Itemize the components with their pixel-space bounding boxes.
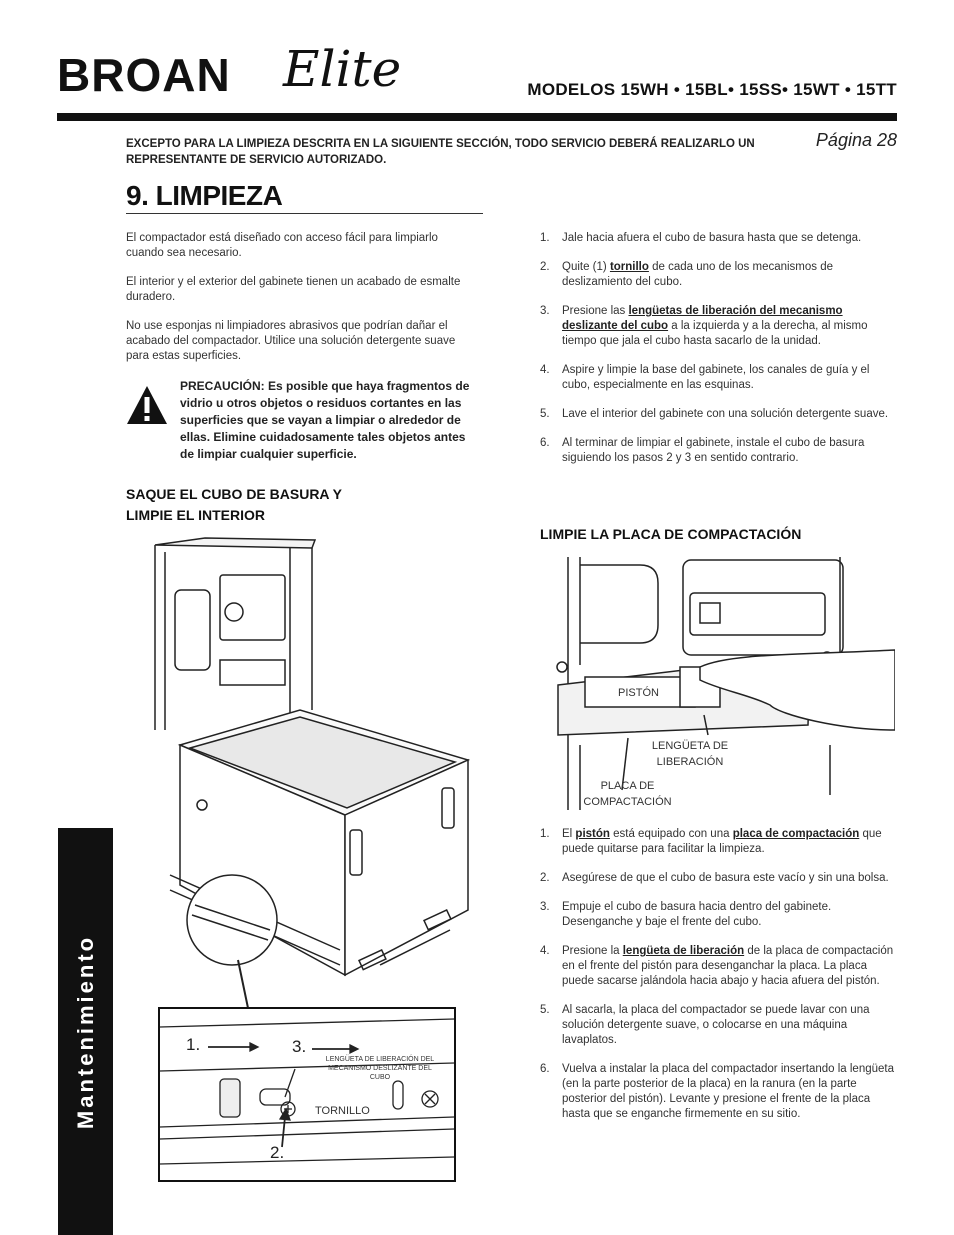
brand-sub-logo: Elite (283, 40, 402, 98)
step-keyword: lengüeta de liberación (622, 945, 745, 957)
intro-paragraph-2: El interior y el exterior del gabinete tienen un acabado de esmalte duradero. (126, 276, 461, 303)
step-item (540, 1003, 900, 1048)
intro-paragraph-1: El compactador está diseñado con acceso fácil para limpiarlo cuando sea necesario. (126, 232, 438, 259)
bin-figure (150, 530, 480, 1015)
warning-icon (126, 384, 168, 431)
step-text: de cada uno de los mecanismos de deslizamiento del cubo. (562, 261, 834, 288)
intro-paragraph-3: No use esponjas ni limpiadores abrasivos que podrían dañar el acabado del compactador. Utilice una solución detergente suave para estas superficies. (126, 320, 456, 362)
plate-figure (540, 555, 895, 820)
step-number: 1. (540, 828, 550, 840)
step-item (540, 900, 900, 930)
step-item (540, 1062, 900, 1122)
step-text: Aspire y limpie la base del gabinete, los canales de guía y el cubo, especialmente en las esquinas. (562, 364, 870, 391)
step-text: Al sacarla, la placa del compactador se puede lavar con una solución detergente suave, o colocarse en una máquina lavaplatos. (562, 1004, 870, 1046)
step-keyword: placa de compactación (732, 828, 860, 840)
step-number: 5. (540, 1004, 550, 1016)
brand-logo: BROAN (57, 49, 231, 101)
release-tab-label: LENGÜETA DE LIBERACIÓN (651, 740, 729, 768)
step-text: El (562, 828, 576, 840)
step-item (540, 871, 900, 886)
step-number: 1. (540, 232, 550, 244)
step-text: Asegúrese de que el cubo de basura este vacío y sin una bolsa. (562, 872, 889, 884)
step-item (540, 407, 895, 422)
piston-label: PISTÓN (618, 687, 659, 699)
plate-steps-list (540, 827, 900, 1136)
step-text: Lave el interior del gabinete con una solución detergente suave. (562, 408, 889, 420)
side-section-tab (58, 828, 113, 1235)
detail-slide-tab-label: LENGÜETA DE LIBERACIÓN DEL MECANISMO DESLIZANTE DEL CUBO (325, 1056, 435, 1081)
step-text: Quite (1) (562, 261, 610, 273)
step-keyword: pistón (575, 828, 610, 840)
detail-step-1: 1. (186, 1035, 201, 1054)
step-number: 6. (540, 437, 550, 449)
step-text: Presione la (562, 945, 623, 957)
compaction-plate-label: PLACA DE COMPACTACIÓN (583, 780, 672, 808)
step-keyword: tornillo (609, 261, 649, 273)
step-text: Jale hacia afuera el cubo de basura hasta que se detenga. (562, 232, 862, 244)
side-tab-label: Mantenimiento (72, 934, 98, 1129)
step-keyword: lengüetas de liberación del mecanismo deslizante del cubo (562, 305, 843, 332)
step-number: 3. (540, 901, 550, 913)
step-number: 5. (540, 408, 550, 420)
step-text: está equipado con una (609, 828, 733, 840)
title-rule (126, 213, 483, 214)
step-item (540, 260, 895, 290)
step-item (540, 436, 895, 466)
header-rule (57, 113, 897, 121)
detail-step-3: 3. (292, 1037, 307, 1056)
page-number: Página 28 (815, 130, 897, 150)
step-item (540, 363, 895, 393)
step-item (540, 304, 895, 349)
step-item (540, 231, 895, 246)
models-heading: MODELOS 15WH • 15BL• 15SS• 15WT • 15TT (527, 80, 897, 99)
plate-subhead: LIMPIE LA PLACA DE COMPACTACIÓN (540, 526, 802, 542)
step-item (540, 944, 900, 989)
step-number: 4. (540, 364, 550, 376)
section-title: 9. LIMPIEZA (126, 180, 283, 211)
step-item (540, 827, 900, 857)
service-notice: EXCEPTO PARA LA LIMPIEZA DESCRITA EN LA SIGUIENTE SECCIÓN, TODO SERVICIO DEBERÁ REALIZARLO UN REPRESENTANTE DE SERVICIO AUTORIZADO. (126, 138, 755, 166)
bin-subhead: SAQUE EL CUBO DE BASURA Y LIMPIE EL INTERIOR (126, 486, 342, 523)
step-text: Vuelva a instalar la placa del compactador insertando la lengüeta (en la parte posterior de la placa) en la ranura (en la parte posterior del pistón). Levante y presione el frente de la placa hasta que se enganche firmemente en su sitio. (562, 1063, 895, 1120)
step-text: Al terminar de limpiar el gabinete, instale el cubo de basura siguiendo los pasos 2 y 3 en sentido contrario. (562, 437, 865, 464)
step-number: 2. (540, 872, 550, 884)
detail-step-2: 2. (270, 1143, 285, 1162)
detail-screw-label: TORNILLO (315, 1105, 370, 1117)
step-text: que puede quitarse para facilitar la limpieza. (562, 828, 882, 855)
bin-steps-list (540, 231, 895, 480)
step-text: de la placa de compactación en el frente del pistón para desenganchar la placa. La placa puede sacarse jalándola hacia abajo y hacia afuera del pistón. (562, 945, 894, 987)
caution-text: PRECAUCIÓN: Es posible que haya fragmentos de vidrio u otros objetos o residuos cortantes en las superficies que se vayan a limpiar o alrededor de ellas. Elimine cuidadosamente tales objetos antes de limpiar cualquier superficie. (180, 379, 470, 461)
slide-detail-inset (158, 1007, 456, 1182)
step-text: Empuje el cubo de basura hacia dentro del gabinete. Desenganche y baje el frente del cubo. (562, 901, 832, 928)
step-number: 6. (540, 1063, 550, 1075)
step-text: a la izquierda y a la derecha, al mismo tiempo que jala el cubo hasta sacarlo de la unidad. (562, 320, 868, 347)
step-number: 4. (540, 945, 550, 957)
step-text: Presione las (562, 305, 629, 317)
step-number: 2. (540, 261, 550, 273)
step-number: 3. (540, 305, 550, 317)
